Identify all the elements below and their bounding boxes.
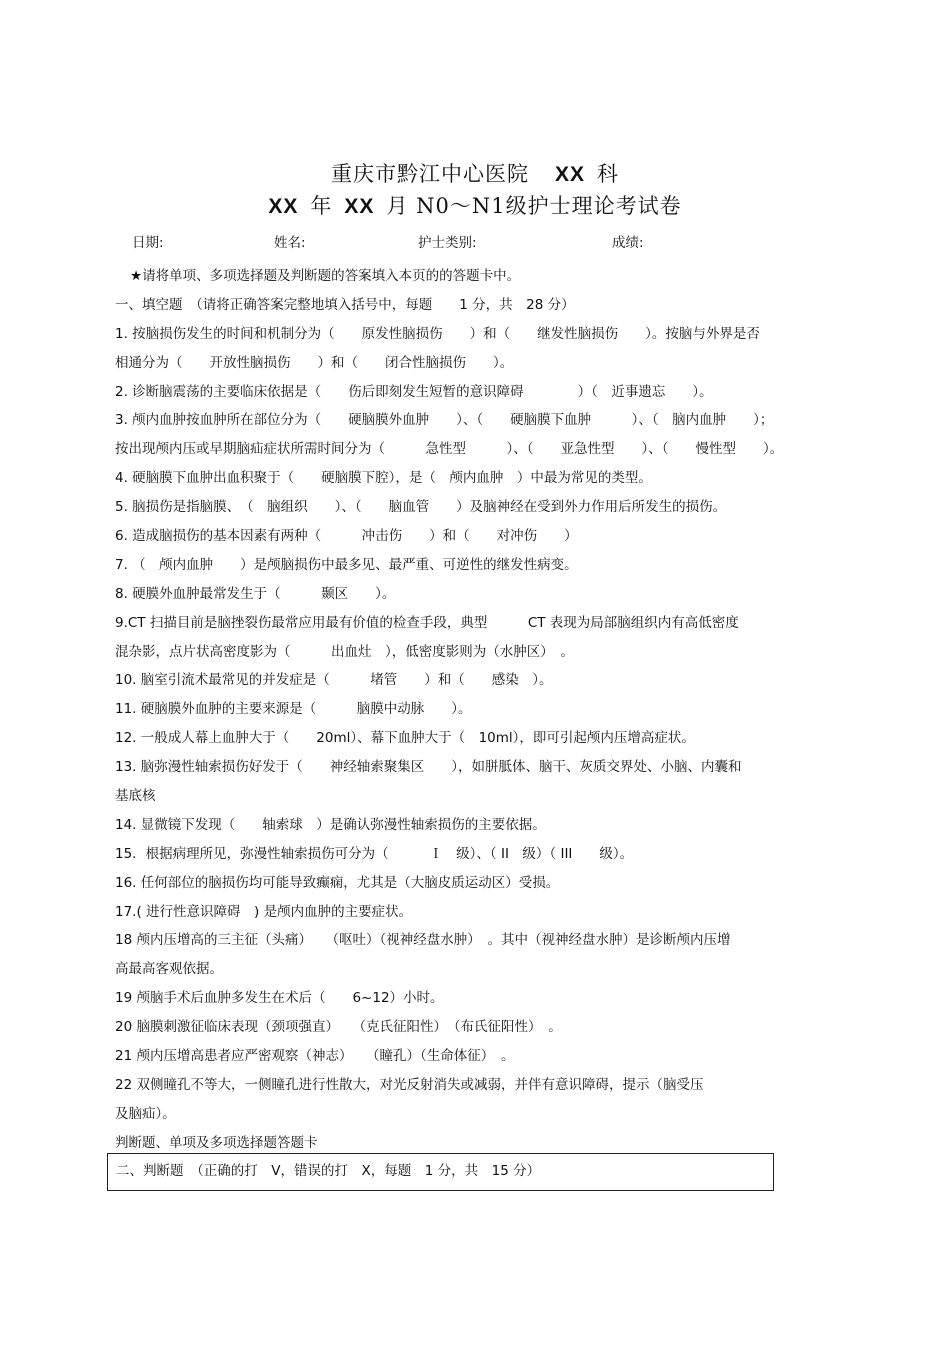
question-line: 6. 造成脑损伤的基本因素有两种（ 冲击伤 ）和（ 对冲伤 ） — [115, 528, 578, 545]
question-line: 13. 脑弥漫性轴索损伤好发于（ 神经轴索聚集区 ），如胼胝体、脑干、灰质交界处、小脑、内囊和 — [115, 759, 742, 776]
question-line: 17.( 进行性意识障碍 ) 是颅内血肿的主要症状。 — [115, 903, 413, 920]
question-line: 4. 硬脑膜下血肿出血积聚于（ 硬脑膜下腔），是（ 颅内血肿 ）中最为常见的类型。 — [115, 470, 652, 487]
question-line: 基底核 — [115, 788, 156, 805]
judge-section-heading: 二、判断题 （正确的打 V，错误的打 X，每题 1 分，共 15 分） — [116, 1163, 541, 1179]
category-field-label: 护士类别: — [418, 235, 477, 251]
question-line: 20 脑膜刺激征临床表现（颈项强直） （克氏征阳性） （布氏征阳性） 。 — [115, 1019, 562, 1036]
question-line: 及脑疝）。 — [115, 1105, 176, 1122]
question-line: 高最高客观依据。 — [115, 961, 223, 978]
year-placeholder: XX — [268, 195, 299, 218]
question-line: 22 双侧瞳孔不等大，一侧瞳孔进行性散大，对光反射消失或减弱，并伴有意识障碍，提示（脑受压 — [115, 1076, 704, 1093]
question-line: 12. 一般成人幕上血肿大于（ 20ml）、幕下血肿大于（ 10ml），即可引起颅内压增高症状。 — [115, 730, 695, 747]
question-line: 1. 按脑损伤发生的时间和机制分为（ 原发性脑损伤 ）和（ 继发性脑损伤 ）。按脑与外界是否 — [115, 325, 760, 342]
question-line: 7. （ 颅内血肿 ）是颅脑损伤中最多见、最严重、可逆性的继发性病变。 — [115, 556, 578, 573]
answer-card-heading: 判断题、单项及多项选择题答题卡 — [115, 1134, 318, 1151]
year-label: 年 — [310, 194, 333, 218]
section-fill-blank-heading: 一、填空题 （请将正确答案完整地填入括号中，每题 1 分，共 28 分） — [115, 296, 575, 313]
question-line: 16. 任何部位的脑损伤均可能导致癫痫，尤其是（大脑皮质运动区）受损。 — [115, 874, 560, 891]
question-line: 相通分为（ 开放性脑损伤 ）和（ 闭合性脑损伤 ）。 — [115, 354, 514, 371]
question-line: 18 颅内压增高的三主征（头痛） （呕吐）（视神经盘水肿） 。其中（视神经盘水肿）是诊断颅内压增 — [115, 932, 731, 949]
question-line: 8. 硬膜外血肿最常发生于（ 颞区 ）。 — [115, 585, 396, 602]
question-line: 3. 颅内血肿按血肿所在部位分为（ 硬脑膜外血肿 ）、（ 硬脑膜下血肿 ）、（ 脑内血肿 ）； — [115, 412, 774, 429]
judge-section-box — [107, 1153, 774, 1191]
dept-suffix: 科 — [597, 162, 619, 186]
question-line: 19 颅脑手术后血肿多发生在术后（ 6~12）小时。 — [115, 990, 444, 1007]
score-field-label: 成绩: — [612, 235, 644, 251]
question-line: 按出现颅内压或早期脑疝症状所需时间分为（ 急性型 ）、（ 亚急性型 ）、（ 慢性型 ）。 — [115, 441, 784, 458]
instruction-text: ★请将单项、多项选择题及判断题的答案填入本页的的答题卡中。 — [130, 268, 521, 284]
exam-name: 月 N0～N1级护士理论考试卷 — [386, 194, 682, 218]
question-line: 2. 诊断脑震荡的主要临床依据是（ 伤后即刻发生短暂的意识障碍 ）（ 近事遗忘 ）。 — [115, 383, 713, 400]
question-line: 混杂影，点片状高密度影为（ 出血灶 ），低密度影则为（水肿区） 。 — [115, 643, 574, 660]
question-line: 11. 硬脑膜外血肿的主要来源是（ 脑膜中动脉 ）。 — [115, 701, 472, 718]
month-placeholder: XX — [344, 195, 375, 218]
question-line: 15．根据病理所见，弥漫性轴索损伤可分为（ Ｉ 级）、（ II 级）（ III 级）。 — [115, 845, 634, 862]
question-line: 5. 脑损伤是指脑膜、 （ 脑组织 ）、（ 脑血管 ）及脑神经在受到外力作用后所发生的损伤。 — [115, 499, 727, 516]
name-field-label: 姓名: — [274, 235, 306, 251]
exam-body — [115, 262, 845, 1158]
exam-title-line2 — [0, 190, 950, 220]
dept-placeholder: XX — [554, 163, 585, 186]
question-line: 10. 脑室引流术最常见的并发症是（ 堵管 ）和（ 感染 ）。 — [115, 672, 553, 689]
question-line: 9.CT 扫描目前是脑挫裂伤最常应用最有价值的检查手段，典型 CT 表现为局部脑组织内有高低密度 — [115, 614, 739, 631]
question-line: 21 颅内压增高患者应严密观察（神志） （瞳孔）（生命体征） 。 — [115, 1048, 515, 1065]
hospital-name: 重庆市黔江中心医院 — [330, 162, 529, 186]
exam-title-line1 — [0, 158, 950, 188]
question-line: 14. 显微镜下发现（ 轴索球 ）是确认弥漫性轴索损伤的主要依据。 — [115, 816, 546, 833]
date-field-label: 日期: — [132, 235, 164, 251]
